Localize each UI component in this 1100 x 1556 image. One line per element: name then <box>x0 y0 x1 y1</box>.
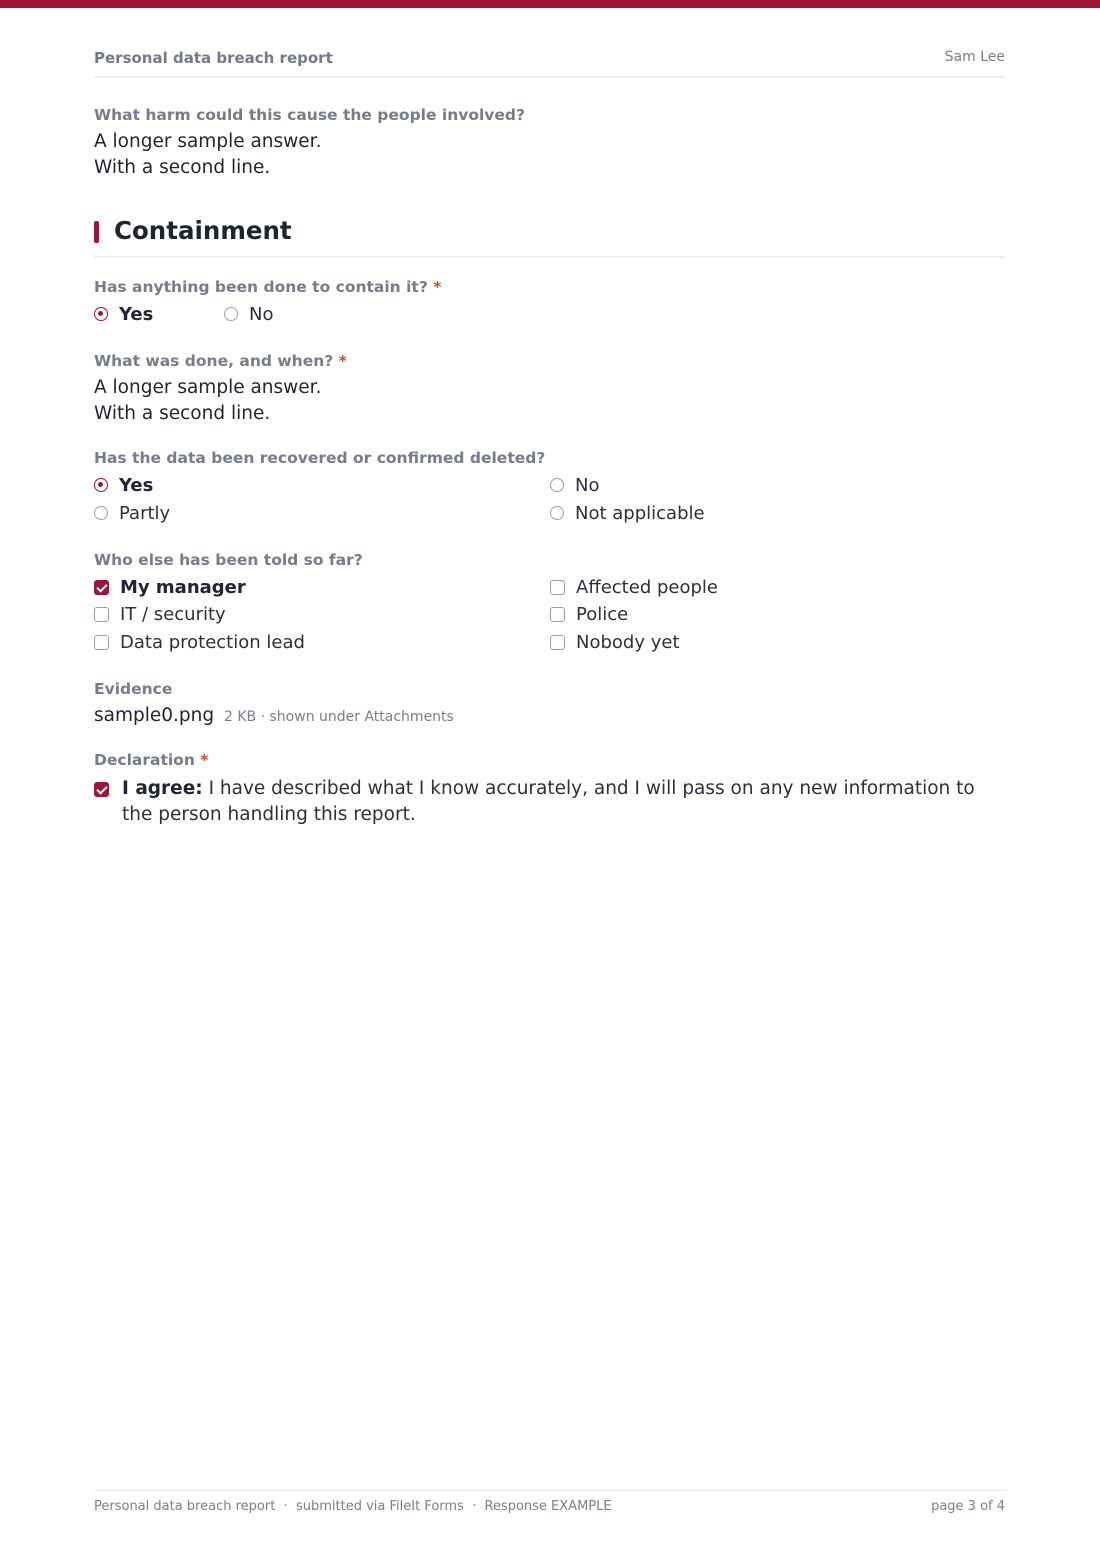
form-title: Personal data breach report <box>94 49 333 67</box>
checkbox-empty-icon <box>550 580 565 595</box>
told-option-nobody-yet[interactable] <box>550 630 680 654</box>
evidence-label: Evidence <box>94 680 173 698</box>
harm-answer <box>94 129 321 181</box>
checkbox-empty-icon <box>94 607 109 622</box>
respondent-name: Sam Lee <box>944 49 1005 65</box>
page-header <box>94 49 1005 78</box>
what-done-label-text: What was done, and when? <box>94 352 334 370</box>
contained-label-text: Has anything been done to contain it? <box>94 278 428 296</box>
option-label: Nobody yet <box>576 631 680 653</box>
option-label: Not applicable <box>575 502 705 524</box>
radio-empty-icon <box>550 506 564 520</box>
checkbox-empty-icon <box>550 635 565 650</box>
what-done-question-label <box>94 352 347 370</box>
page-footer <box>94 1490 1005 1517</box>
what-done-answer <box>94 375 321 427</box>
harm-answer-line: A longer sample answer. <box>94 131 322 152</box>
option-label: Data protection lead <box>120 631 305 653</box>
declaration-agree-label: I agree: <box>122 778 203 799</box>
declaration-label <box>94 751 208 769</box>
recovered-option-yes[interactable] <box>94 473 153 497</box>
radio-empty-icon <box>94 506 108 520</box>
harm-question-label: What harm could this cause the people involved? <box>94 106 525 124</box>
radio-empty-icon <box>550 478 564 492</box>
declaration-statement: I have described what I know accurately, and I will pass on any new information to the person handling this report. <box>122 778 975 825</box>
evidence-file <box>94 705 454 726</box>
evidence-filename[interactable]: sample0.png <box>94 705 215 726</box>
option-label: IT / security <box>120 603 226 625</box>
recovered-option-not-applicable[interactable] <box>550 501 705 525</box>
radio-selected-icon <box>94 478 108 492</box>
recovered-question-label: Has the data been recovered or confirmed deleted? <box>94 449 546 467</box>
told-option-police[interactable] <box>550 602 628 626</box>
top-accent-bar <box>0 0 1100 8</box>
checkbox-checked-icon <box>94 782 109 797</box>
radio-empty-icon <box>224 307 238 321</box>
section-accent-bar <box>94 221 99 243</box>
harm-answer-line: With a second line. <box>94 157 271 178</box>
declaration-label-text: Declaration <box>94 751 195 769</box>
told-option-it-security[interactable] <box>94 602 226 626</box>
radio-selected-icon <box>94 307 108 321</box>
contained-option-yes[interactable] <box>94 302 153 326</box>
told-option-affected-people[interactable] <box>550 575 718 599</box>
section-heading <box>94 216 1005 258</box>
required-marker: * <box>433 278 442 296</box>
required-marker: * <box>338 352 347 370</box>
option-label: Affected people <box>576 576 718 598</box>
section-title: Containment <box>114 216 292 245</box>
required-marker: * <box>200 751 209 769</box>
evidence-meta: 2 KB · shown under Attachments <box>224 709 454 725</box>
option-label: Yes <box>119 303 154 325</box>
recovered-option-no[interactable] <box>550 473 599 497</box>
told-option-my-manager[interactable] <box>94 575 246 599</box>
checkbox-empty-icon <box>94 635 109 650</box>
checkbox-empty-icon <box>550 607 565 622</box>
option-label: My manager <box>120 576 246 598</box>
recovered-option-partly[interactable] <box>94 501 170 525</box>
option-label: No <box>249 303 274 325</box>
option-label: Yes <box>119 474 154 496</box>
what-done-answer-line: A longer sample answer. <box>94 377 322 398</box>
told-question-label: Who else has been told so far? <box>94 551 363 569</box>
page-number: page 3 of 4 <box>931 1499 1005 1514</box>
option-label: No <box>575 474 600 496</box>
checkbox-checked-icon <box>94 580 109 595</box>
option-label: Police <box>576 603 629 625</box>
footer-info: Personal data breach report · submitted via FileIt Forms · Response EXAMPLE <box>94 1499 612 1514</box>
declaration-text <box>122 776 1005 828</box>
what-done-answer-line: With a second line. <box>94 403 271 424</box>
contained-option-no[interactable] <box>224 302 273 326</box>
told-option-data-protection-lead[interactable] <box>94 630 305 654</box>
contained-question-label <box>94 278 441 296</box>
declaration-checkbox-row[interactable] <box>94 776 1005 832</box>
option-label: Partly <box>119 502 171 524</box>
